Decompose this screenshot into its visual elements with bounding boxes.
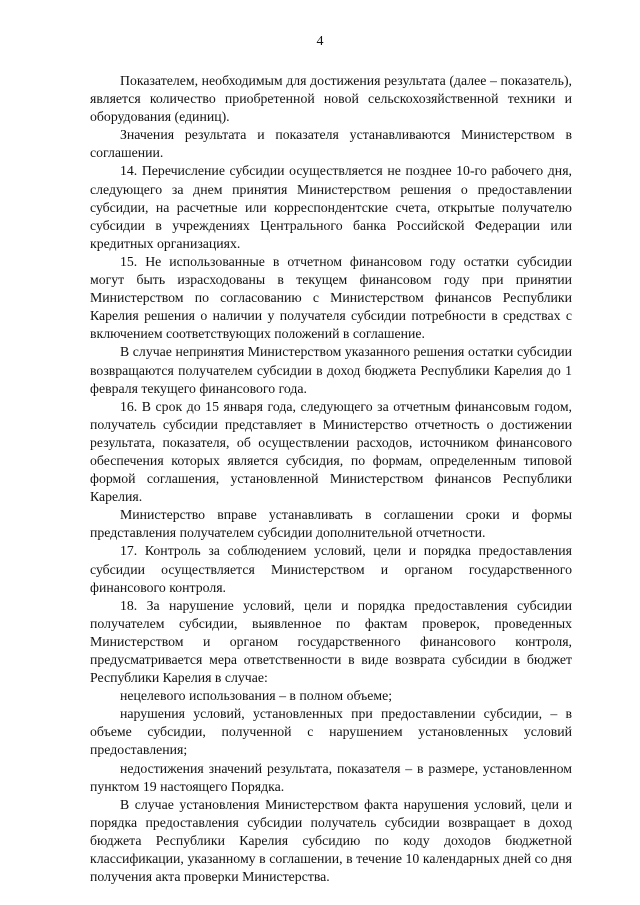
paragraph-refund: В случае установления Министерством факта нарушения условий, цели и порядка предоставления субсидии получатель субсидии возвращает в доход бюджета Республики Карелия субсидию по коду доходов бюджетной классификации, указанному в соглашении, в течение 10 календарных дней со дня получения акта проверки Министерства. <box>90 796 572 885</box>
page-number: 4 <box>316 34 324 49</box>
paragraph-17: 17. Контроль за соблюдением условий, цели и порядка предоставления субсидии осуществляется Министерством и органом государственного финансового контроля. <box>90 543 572 595</box>
paragraph-18-violation: нарушения условий, установленных при предоставлении субсидии, – в объеме субсидии, полученной с нарушением установленных условий предоставления; <box>90 706 572 758</box>
paragraph-values: Значения результата и показателя устанавливаются Министерством в соглашении. <box>90 127 572 161</box>
paragraph-15-return: В случае непринятия Министерством указанного решения остатки субсидии возвращаются получателем субсидии в доход бюджета Республики Карелия до 1 февраля текущего финансового года. <box>90 344 572 396</box>
paragraph-18: 18. За нарушение условий, цели и порядка предоставления субсидии получателем субсидии, выявленное по фактам проверок, проведенных Министерством и органом государственного финансового контроля, предусматривается мера ответственности в виде возврата субсидии в бюджет Республики Карелия в случае: <box>90 597 572 686</box>
paragraph-18-non-achievement: недостижения значений результата, показателя – в размере, установленном пунктом 19 настоящего Порядка. <box>90 760 572 794</box>
paragraph-14: 14. Перечисление субсидии осуществляется не позднее 10-го рабочего дня, следующего за днем принятия Министерством решения о предоставлении субсидии, на расчетные или корреспондентские счета, открытые получателю субсидии в учреждениях Центрального банка Российской Федерации или кредитных организациях. <box>90 163 572 251</box>
paragraph-18-misuse: нецелевого использования – в полном объеме; <box>120 688 393 704</box>
paragraph-16-additional: Министерство вправе устанавливать в соглашении сроки и формы представления получателем субсидии дополнительной отчетности. <box>90 507 572 541</box>
paragraph-indicator: Показателем, необходимым для достижения результата (далее – показатель), является количество приобретенной новой сельскохозяйственной техники и оборудования (единиц). <box>90 73 572 125</box>
document-body <box>90 72 572 886</box>
paragraph-15: 15. Не использованные в отчетном финансовом году остатки субсидии могут быть израсходованы в текущем финансовом году при принятии Министерством по согласованию с Министерством финансов Республики Карелия решения о наличии у получателя субсидии потребности в средствах с включением соответствующих положений в соглашение. <box>90 253 572 342</box>
paragraph-16: 16. В срок до 15 января года, следующего за отчетным финансовым годом, получатель субсидии представляет в Министерство отчетность о достижении результата, показателя, об осуществлении расходов, источником финансового обеспечения которых является субсидия, по формам, определенным типовой формой соглашения, установленной Министерством финансов Республики Карелия. <box>90 398 572 505</box>
